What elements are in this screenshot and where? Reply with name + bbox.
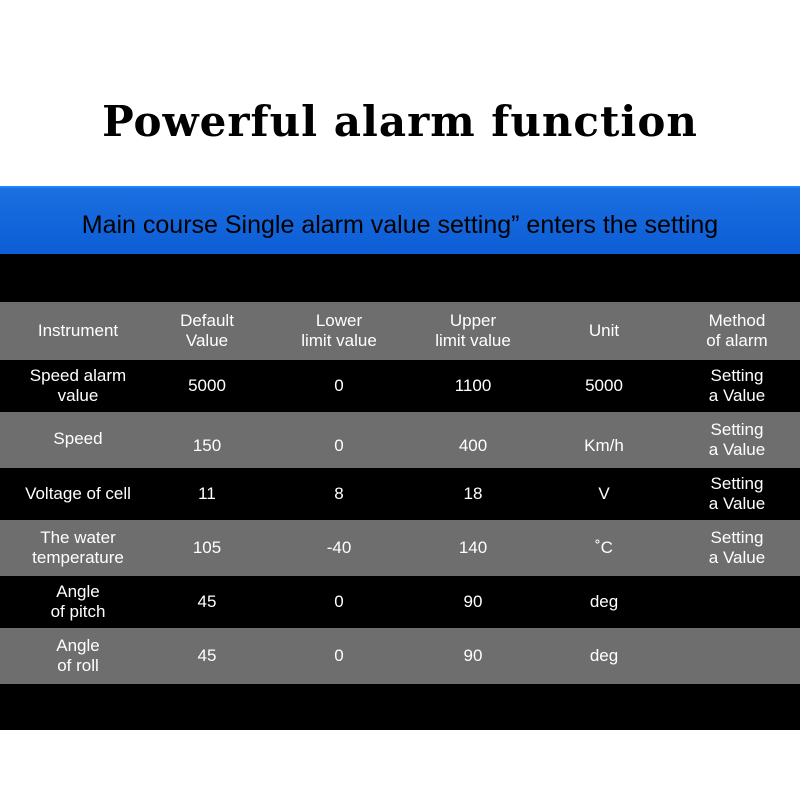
- cell-unit: deg: [589, 646, 619, 665]
- cell-upper-limit: 90: [463, 592, 483, 611]
- banner-text: Main course Single alarm value setting” enters the setting: [81, 211, 719, 239]
- cell-method: Setting a Value: [708, 366, 766, 405]
- header-upper-limit: Upper limit value: [435, 311, 511, 350]
- cell-instrument: The water temperature: [32, 528, 124, 567]
- cell-upper-limit: 1100: [454, 376, 492, 395]
- cell-method: Setting a Value: [708, 420, 766, 459]
- cell-method: Setting a Value: [708, 474, 766, 513]
- cell-instrument: Speed: [53, 429, 103, 448]
- table-row: [0, 412, 800, 468]
- cell-instrument: Angle of roll: [56, 636, 100, 675]
- cell-default-value: 45: [197, 646, 217, 665]
- cell-default-value: 45: [197, 592, 217, 611]
- page-title: Powerful alarm function: [102, 97, 698, 146]
- table-row: [0, 520, 800, 576]
- cell-method: [682, 576, 792, 628]
- table-row: [0, 628, 800, 684]
- banner: [0, 186, 800, 254]
- cell-upper-limit: 90: [463, 646, 483, 665]
- cell-instrument: Speed alarm value: [29, 366, 127, 405]
- cell-lower-limit: -40: [326, 538, 352, 557]
- cell-instrument: Angle of pitch: [50, 582, 106, 621]
- cell-instrument: Voltage of cell: [25, 484, 131, 503]
- cell-unit: ˚C: [595, 538, 613, 557]
- cell-upper-limit: 400: [458, 436, 488, 455]
- cell-lower-limit: 8: [334, 484, 344, 503]
- cell-upper-limit: 18: [463, 484, 483, 503]
- header-instrument: Instrument: [37, 321, 119, 340]
- cell-unit: V: [598, 484, 610, 503]
- table-row: [0, 360, 800, 412]
- header-default-value: Default Value: [180, 311, 234, 350]
- cell-upper-limit: 140: [458, 538, 488, 557]
- cell-lower-limit: 0: [334, 592, 344, 611]
- cell-default-value: 150: [192, 436, 222, 455]
- cell-lower-limit: 0: [334, 436, 344, 455]
- cell-lower-limit: 0: [334, 646, 344, 665]
- cell-lower-limit: 0: [334, 376, 344, 395]
- header-lower-limit: Lower limit value: [301, 311, 377, 350]
- header-unit: Unit: [588, 321, 620, 340]
- header-method: Method of alarm: [706, 311, 768, 350]
- table-row: [0, 468, 800, 520]
- table-header-row: [0, 302, 800, 360]
- cell-unit: 5000: [585, 376, 623, 395]
- cell-default-value: 5000: [188, 376, 226, 395]
- cell-method: Setting a Value: [708, 528, 766, 567]
- cell-default-value: 11: [198, 484, 216, 503]
- cell-unit: Km/h: [584, 436, 624, 455]
- cell-default-value: 105: [192, 538, 222, 557]
- table-row: [0, 576, 800, 628]
- cell-method: [682, 628, 792, 684]
- cell-unit: deg: [589, 592, 619, 611]
